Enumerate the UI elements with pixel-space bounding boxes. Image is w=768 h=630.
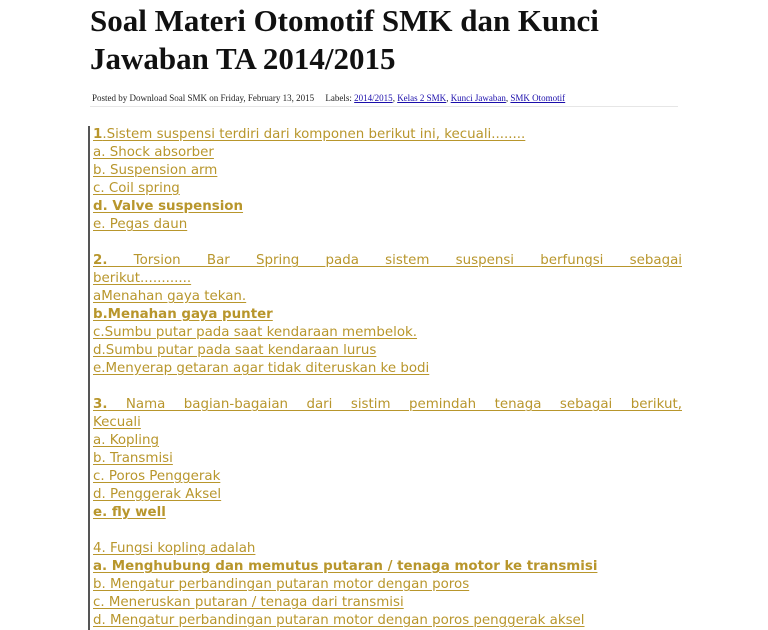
q3-option-e-answer: e. fly well <box>93 505 166 520</box>
q3-option-c: c. Poros Penggerak <box>93 469 221 484</box>
question-3 <box>93 396 682 414</box>
q3-option-b: b. Transmisi <box>93 451 173 466</box>
q1-option-b: b. Suspension arm <box>93 163 218 178</box>
question-1-text: .Sistem suspensi terdiri dari komponen berikut ini, kecuali........ <box>102 127 526 142</box>
q4-option-b: b. Mengatur perbandingan putaran motor dengan poros <box>93 577 470 592</box>
post-meta: Posted by Download Soal SMK on Friday, February 13, 2015 Labels: 2014/2015, Kelas 2 SMK, Kunci Jawaban, SMK Otomotif <box>92 93 566 103</box>
question-2-text: Torsion Bar Spring pada sistem suspensi berfungsi sebagai <box>107 253 682 268</box>
question-3-text-cont: Kecuali <box>93 415 141 430</box>
q2-option-d: d.Sumbu putar pada saat kendaraan lurus <box>93 343 377 358</box>
label-link-2014-2015[interactable]: 2014/2015 <box>354 93 393 103</box>
q2-option-c: c.Sumbu putar pada saat kendaraan membelok. <box>93 325 418 340</box>
post-body <box>88 126 682 630</box>
q1-option-d-answer: d. Valve suspension <box>93 199 244 214</box>
question-2-number: 2. <box>93 253 108 268</box>
label-link-kelas-2-smk[interactable]: Kelas 2 SMK <box>397 93 447 103</box>
q3-option-d: d. Penggerak Aksel <box>93 487 222 502</box>
q2-option-e: e.Menyerap getaran agar tidak diteruskan ke bodi <box>93 361 430 376</box>
q3-option-a: a. Kopling <box>93 433 159 448</box>
label-link-kunci-jawaban[interactable]: Kunci Jawaban <box>450 93 506 103</box>
question-1-number: 1 <box>93 127 103 142</box>
q1-option-e: e. Pegas daun <box>93 217 188 232</box>
q1-option-c: c. Coil spring <box>93 181 180 196</box>
question-4: 4. Fungsi kopling adalah <box>93 541 256 556</box>
question-2 <box>93 252 682 270</box>
question-2-text-cont: berikut............ <box>93 271 192 286</box>
question-3-text: Nama bagian-bagaian dari sistim pemindah tenaga sebagai berikut, <box>107 397 682 412</box>
q2-option-b-answer: b.Menahan gaya punter <box>93 307 273 322</box>
q2-option-a: aMenahan gaya tekan. <box>93 289 247 304</box>
label-link-smk-otomotif[interactable]: SMK Otomotif <box>510 93 566 103</box>
page-title: Soal Materi Otomotif SMK dan Kunci Jawaban TA 2014/2015 <box>90 3 599 76</box>
labels-prefix: Labels: <box>325 93 352 103</box>
q1-option-a: a. Shock absorber <box>93 145 214 160</box>
q4-option-d: d. Mengatur perbandingan putaran motor dengan poros penggerak aksel <box>93 613 585 628</box>
posted-by-text: Posted by Download Soal SMK on Friday, February 13, 2015 <box>92 93 315 103</box>
q4-option-a-answer: a. Menghubung dan memutus putaran / tenaga motor ke transmisi <box>93 559 598 574</box>
header-divider <box>90 106 678 107</box>
question-3-number: 3. <box>93 397 108 412</box>
q4-option-c: c. Meneruskan putaran / tenaga dari transmisi <box>93 595 404 610</box>
question-1 <box>93 126 682 144</box>
